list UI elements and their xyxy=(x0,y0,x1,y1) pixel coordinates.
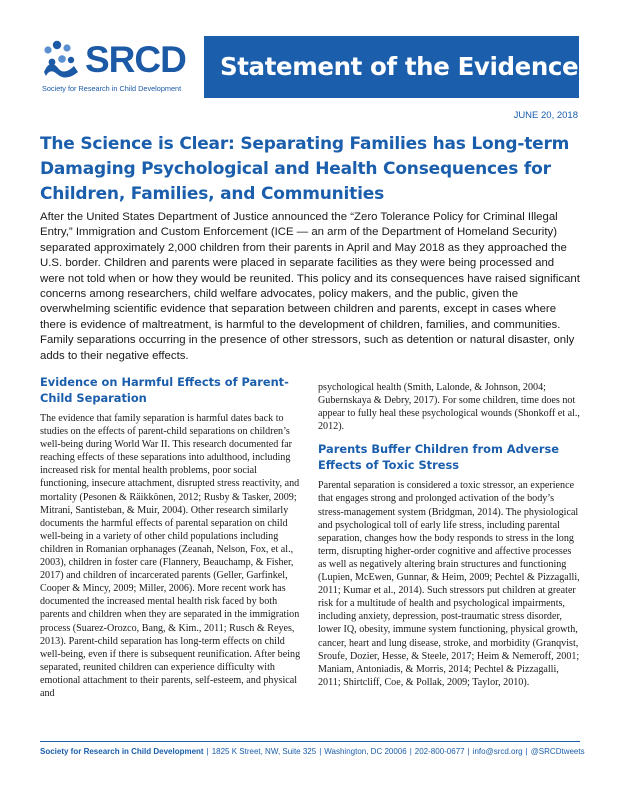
srcd-logo xyxy=(40,36,215,98)
right-column xyxy=(318,381,580,689)
page-footer: Society for Research in Child Development | 1825 K Street, NW, Suite 325 | Washington, DC 20006 | 202-800-0677 | info@srcd.org | @SRCDtweets xyxy=(40,741,580,756)
footer-phone: 202-800-0677 xyxy=(414,747,465,756)
section-body-harmful-effects: The evidence that family separation is harmful dates back to studies on the effects of parent-child separations on children’s well-being during World War II. This research documented far reaching effects of these separations into adulthood, including increased risk for mental health problems, poor social functioning, insecure attachment, disrupted stress reactivity, and mortality (Pesonen & Räikkönen, 2012; Rusby & Tasker, 2009; Mitrani, Santisteban, & Muir, 2004). Other research similarly documents the harmful effects of parental separation on child well-being in a variety of other child populations including children in Romanian orphanages (Zeanah, Nelson, Fox, et al., 2003), children in foster care (Flannery, Beauchamp, & Fisher, 2017) and children of incarcerated parents (Geller, Garfinkel, Cooper & Mincy, 2009; Miller, 2006). More recent work has documented the increased mental health risk faced by both parents and children when they are separated in the immigration process (Suarez-Orozco, Bang, & Kim., 2011; Rusch & Reyes, 2013). Parent-child separation has long-term effects on child well-being, even if there is subsequent reunification. After being separated, reunited children can experience difficulty with emotional attachment to their parents, self-esteem, and physical and xyxy=(40,413,301,699)
footer-email[interactable]: info@srcd.org xyxy=(472,747,523,756)
people-figures-icon xyxy=(40,38,86,82)
logo-subtitle: Society for Research in Child Development xyxy=(42,84,182,93)
footer-twitter[interactable]: @SRCDtweets xyxy=(530,747,585,756)
footer-org: Society for Research in Child Development xyxy=(40,747,204,756)
section-body-toxic-stress: Parental separation is considered a toxic stressor, an experience that engages strong and prolonged activation of the body’s stress-management system (Bridgman, 2014). The physiological and psychological toll of early life stress, including parental separation, changes how the body responds to stress in the long term, disrupting higher-order cognitive and affective processes as well as negatively altering brain structures and functioning (Lupien, McEwen, Gunnar, & Heim, 2009; Pechtel & Pizzagalli, 2011; Kumar et al., 2014). Such stressors put children at greater risk for a multitude of health and psychological impairments, including anxiety, depression, post-traumatic stress disorder, lower IQ, obesity, immune system functioning, physical growth, cancer, heart and lung disease, stroke, and morbidity (Granqvist, Sroufe, Dozier, Hesse, & Steele, 2017; Heim & Nemeroff, 2001; Maniam, Antoniadis, & Morris, 2014; Pechtel & Pizzagalli, 2011; Shirtcliff, Coe, & Pollak, 2009; Taylor, 2010). xyxy=(318,480,580,688)
footer-city: Washington, DC 20006 xyxy=(324,747,407,756)
intro-paragraph: After the United States Department of Justice announced the “Zero Tolerance Policy for Criminal Illegal Entry,” Immigration and Custom Enforcement (ICE — an arm of the Department of Homeland Security) separated approximately 2,000 children from their parents in April and May 2018 as they approached the U.S. border. Children and parents were placed in separate facilities as they were being processed and were not told when or how they would be reunited. This policy and its consequences have raised significant concerns among researchers, child welfare advocates, policy makers, and the public, given the overwhelming scientific evidence that separation between children and parents, except in cases where there is evidence of maltreatment, is harmful to the development of children, families, and communities. Family separations occurring in the presence of other stressors, such as detention or natural disaster, only adds to their negative effects. xyxy=(40,211,580,362)
section-heading-harmful-effects: Evidence on Harmful Effects of Parent-Child Separation xyxy=(40,375,289,405)
page-title: The Science is Clear: Separating Families has Long-term Damaging Psychological and Health Consequences for Children, Families, and Communities xyxy=(40,134,570,204)
section-heading-toxic-stress: Parents Buffer Children from Adverse Effects of Toxic Stress xyxy=(318,442,560,473)
left-column xyxy=(40,374,302,700)
continued-paragraph: psychological health (Smith, Lalonde, & Johnson, 2004; Gubernskaya & Debry, 2017). For some children, time does not appear to fully heal these psychological wounds (Shonkoff et al., 2012). xyxy=(318,382,580,433)
footer-address: 1825 K Street, NW, Suite 325 xyxy=(211,747,317,756)
statement-banner: Statement of the Evidence xyxy=(204,36,579,98)
page-header xyxy=(40,36,579,98)
logo-wordmark: SRCD xyxy=(85,39,186,80)
publication-date: JUNE 20, 2018 xyxy=(513,110,578,121)
